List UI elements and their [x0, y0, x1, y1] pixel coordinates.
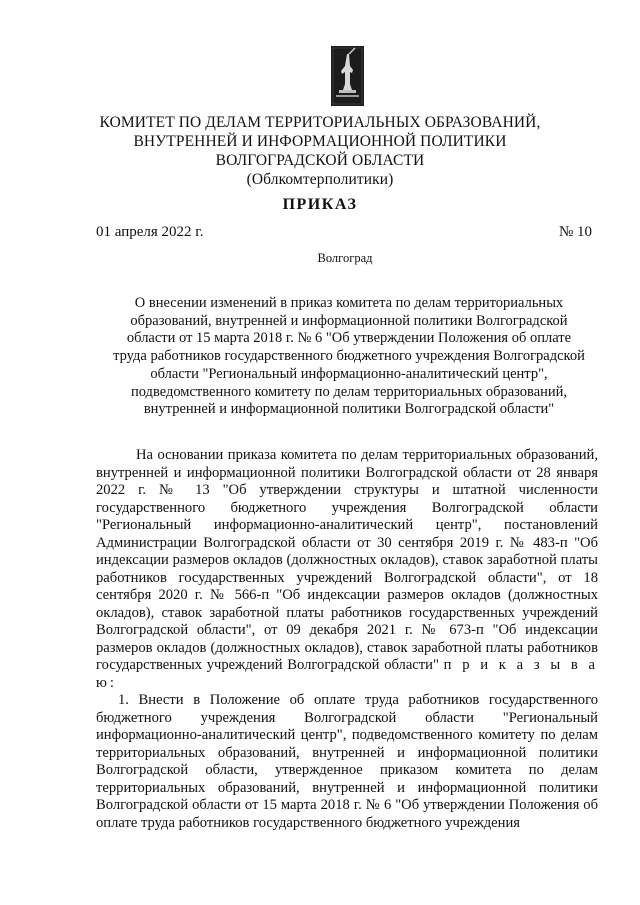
- document-subject: [88, 295, 610, 419]
- organization-header: [60, 113, 580, 189]
- subject-line: области от 15 марта 2018 г. № 6 "Об утверждении Положения об оплате: [126, 330, 572, 347]
- org-name-line-2: ВНУТРЕННЕЙ И ИНФОРМАЦИОННОЙ ПОЛИТИКИ: [133, 133, 507, 150]
- subject-line: О внесении изменений в приказ комитета по делам территориальных: [134, 295, 564, 311]
- date-number-row: [96, 224, 596, 241]
- subject-line: подведомственного комитету по делам территориальных образований,: [130, 383, 568, 400]
- document-city: Волгоград: [317, 251, 373, 265]
- org-name-line-3: ВОЛГОГРАДСКОЙ ОБЛАСТИ: [215, 152, 425, 169]
- emblem-graphic: [331, 46, 364, 106]
- order-word: п р и к а з ы в а ю:: [96, 657, 598, 691]
- subject-line: труда работников государственного бюджетного учреждения Волгоградской: [113, 348, 585, 365]
- subject-line: образований, внутренней и информационной политики Волгоградской: [130, 312, 568, 329]
- volgograd-coat-of-arms-icon: [331, 46, 364, 106]
- subject-line: внутренней и информационной политики Волгоградской области": [143, 401, 555, 418]
- document-type-title: ПРИКАЗ: [282, 196, 358, 213]
- basis-text: На основании приказа комитета по делам территориальных образований, внутренней и информационной политики Волгоградской области от 28 января 2022 г. № 13 "Об утверждении структуры и штатной численности государственного бюджетного учреждения Волгоградской области "Региональный информационно-аналитический центр", постановлений Администрации Волгоградской области от 30 сентября 2019 г. № 483-п "Об индексации размеров окладов (должностных окладов), ставок заработной платы работников государственных учреждений Волгоградской области", от 18 сентября 2020 г. № 566-п "Об индексации размеров окладов (должностных окладов), ставок заработной платы работников государственных учреждений Волгоградской области", от 09 декабря 2021 г. № 673-п "Об индексации размеров окладов (должностных окладов), ставок заработной платы работников государственных учреждений Волгоградской области": [96, 447, 598, 673]
- org-abbreviation: (Облкомтерполитики): [246, 171, 394, 188]
- subject-line: области "Региональный информационно-аналитический центр",: [150, 365, 548, 382]
- document-number: № 10: [558, 224, 592, 240]
- document-date: 01 апреля 2022 г.: [96, 224, 204, 240]
- body-paragraph-basis: [96, 447, 598, 692]
- document-body: [96, 447, 598, 832]
- body-item-1: 1. Внести в Положение об оплате труда работников государственного бюджетного учреждения Волгоградской области "Региональный информационно-аналитический центр", подведомственного комитету по делам территориальных образований, внутренней и информационной политики Волгоградской области, утвержденное приказом комитета по делам территориальных образований, внутренней и информационной политики Волгоградской области от 15 марта 2018 г. № 6 "Об утверждении Положения об оплате труда работников государственного бюджетного учреждения: [96, 692, 598, 831]
- org-name-line-1: КОМИТЕТ ПО ДЕЛАМ ТЕРРИТОРИАЛЬНЫХ ОБРАЗОВАНИЙ,: [99, 114, 541, 131]
